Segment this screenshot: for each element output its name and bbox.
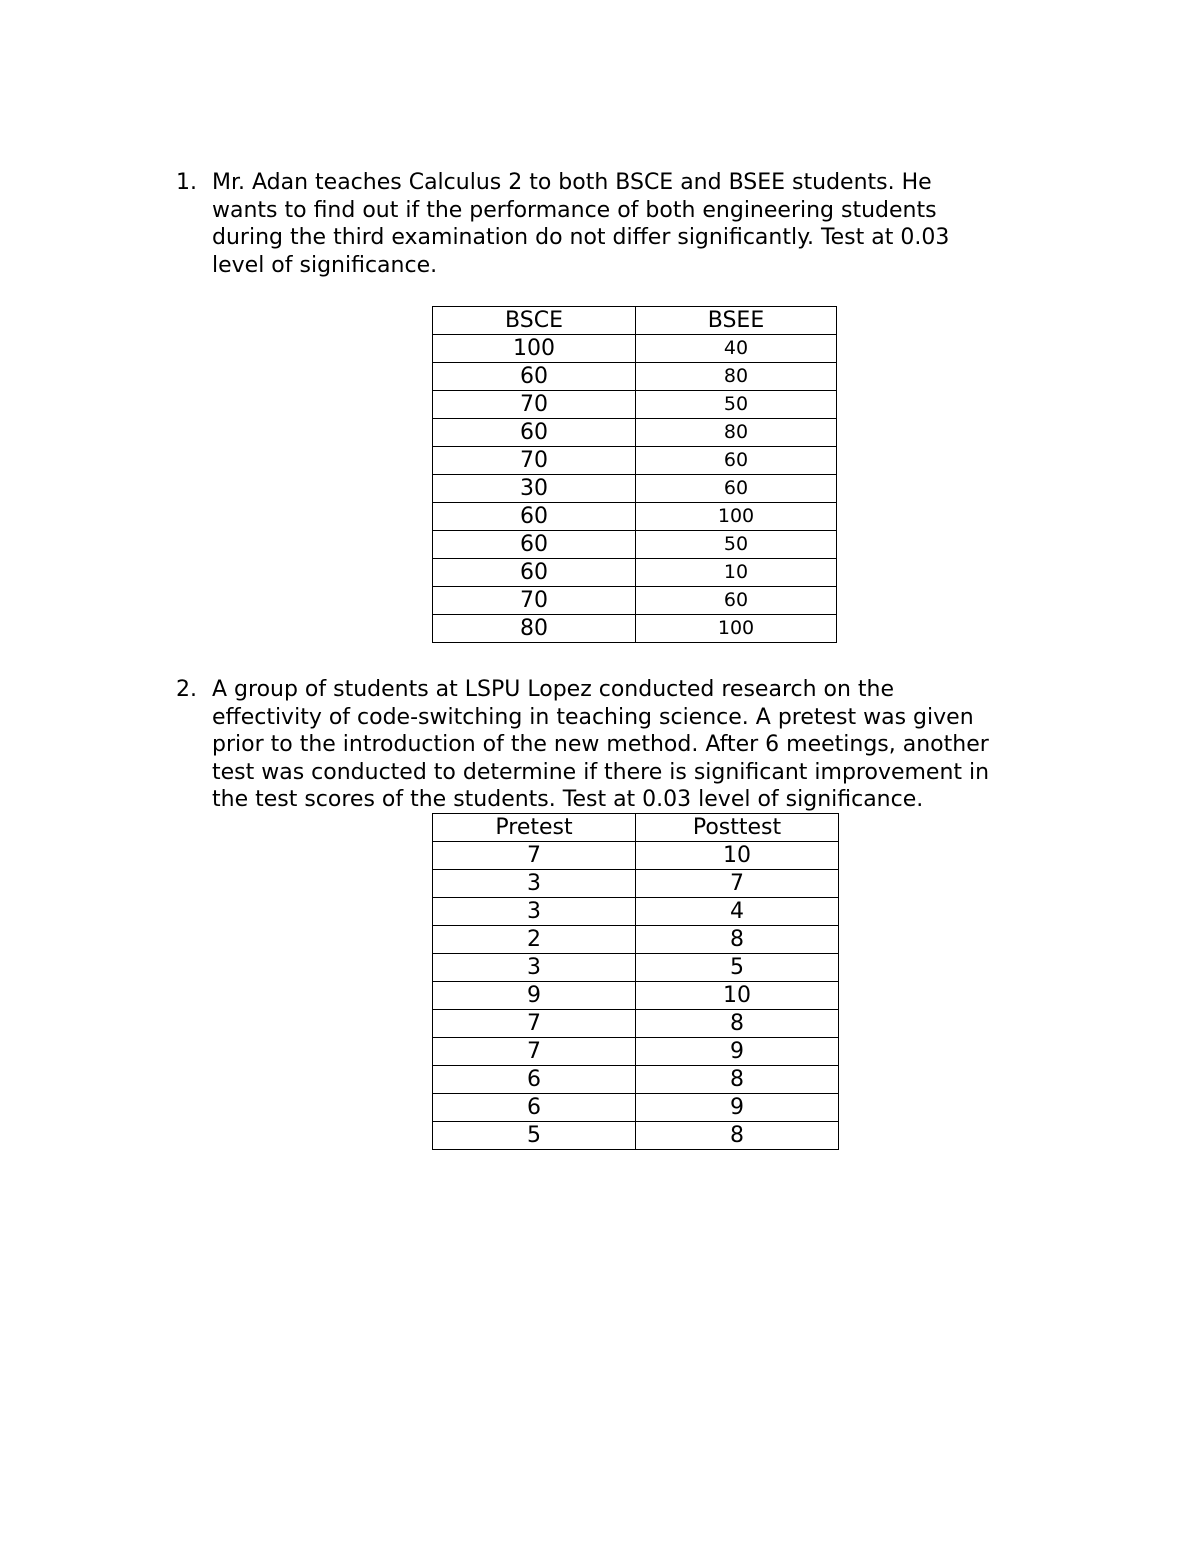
table-cell: 6 xyxy=(433,1066,636,1094)
table-header-cell: BSEE xyxy=(636,307,837,335)
table-cell: 8 xyxy=(636,1122,839,1150)
table-header-cell: Posttest xyxy=(636,814,839,842)
table-cell: 10 xyxy=(636,842,839,870)
table-row xyxy=(433,898,839,926)
table-cell: 70 xyxy=(433,391,636,419)
table-cell: 60 xyxy=(636,475,837,503)
table-row xyxy=(433,587,837,615)
table-cell: 3 xyxy=(433,898,636,926)
table-cell: 6 xyxy=(433,1094,636,1122)
table-cell: 3 xyxy=(433,870,636,898)
table-row xyxy=(433,1010,839,1038)
table-row xyxy=(433,503,837,531)
table-cell: 3 xyxy=(433,954,636,982)
table-row xyxy=(433,419,837,447)
table-cell: 5 xyxy=(433,1122,636,1150)
table-cell: 70 xyxy=(433,447,636,475)
table-cell: 100 xyxy=(433,335,636,363)
table-header-row xyxy=(433,814,839,842)
table-cell: 60 xyxy=(433,503,636,531)
table-row xyxy=(433,1066,839,1094)
table-cell: 70 xyxy=(433,587,636,615)
table-row xyxy=(433,559,837,587)
table-cell: 8 xyxy=(636,1066,839,1094)
table-cell: 60 xyxy=(433,419,636,447)
table-cell: 100 xyxy=(636,503,837,531)
problem-2-table xyxy=(432,813,839,1150)
table-cell: 8 xyxy=(636,926,839,954)
table-cell: 60 xyxy=(636,447,837,475)
table-row xyxy=(433,1094,839,1122)
table-cell: 7 xyxy=(433,1038,636,1066)
table-cell: 80 xyxy=(636,419,837,447)
table-cell: 7 xyxy=(636,870,839,898)
table-row xyxy=(433,335,837,363)
problem-1-number: 1. xyxy=(176,170,197,195)
table-row xyxy=(433,475,837,503)
table-row xyxy=(433,531,837,559)
table-row xyxy=(433,1122,839,1150)
table-cell: 60 xyxy=(433,559,636,587)
table-cell: 40 xyxy=(636,335,837,363)
table-header-cell: BSCE xyxy=(433,307,636,335)
table-cell: 100 xyxy=(636,615,837,643)
table-row xyxy=(433,615,837,643)
table-cell: 8 xyxy=(636,1010,839,1038)
table-cell: 80 xyxy=(636,363,837,391)
table-cell: 9 xyxy=(636,1038,839,1066)
table-cell: 2 xyxy=(433,926,636,954)
table-cell: 9 xyxy=(636,1094,839,1122)
table-cell: 9 xyxy=(433,982,636,1010)
table-cell: 7 xyxy=(433,1010,636,1038)
table-header-cell: Pretest xyxy=(433,814,636,842)
table-cell: 60 xyxy=(433,363,636,391)
table-row xyxy=(433,982,839,1010)
table-cell: 10 xyxy=(636,982,839,1010)
table-row xyxy=(433,447,837,475)
table-row xyxy=(433,363,837,391)
problem-1-text: Mr. Adan teaches Calculus 2 to both BSCE and BSEE students. He wants to find out if the performance of both engineering students during the third examination do not differ significantly. Test at 0.03 level of significance. xyxy=(212,170,950,278)
problem-1-table xyxy=(432,306,837,643)
table-cell: 10 xyxy=(636,559,837,587)
table-cell: 4 xyxy=(636,898,839,926)
table-row xyxy=(433,1038,839,1066)
problem-2-text: A group of students at LSPU Lopez conducted research on the effectivity of code-switching in teaching science. A pretest was given prior to the introduction of the new method. After 6 meetings, another test was conducted to determine if there is significant improvement in the test scores of the students. Test at 0.03 level of significance. xyxy=(212,677,990,812)
table-row xyxy=(433,842,839,870)
table-cell: 7 xyxy=(433,842,636,870)
table-cell: 60 xyxy=(433,531,636,559)
table-cell: 5 xyxy=(636,954,839,982)
table-cell: 60 xyxy=(636,587,837,615)
table-row xyxy=(433,954,839,982)
table-row xyxy=(433,926,839,954)
table-cell: 50 xyxy=(636,531,837,559)
table-cell: 80 xyxy=(433,615,636,643)
problem-2-number: 2. xyxy=(176,677,197,702)
table-cell: 50 xyxy=(636,391,837,419)
table-cell: 30 xyxy=(433,475,636,503)
table-row xyxy=(433,870,839,898)
table-row xyxy=(433,391,837,419)
table-header-row xyxy=(433,307,837,335)
